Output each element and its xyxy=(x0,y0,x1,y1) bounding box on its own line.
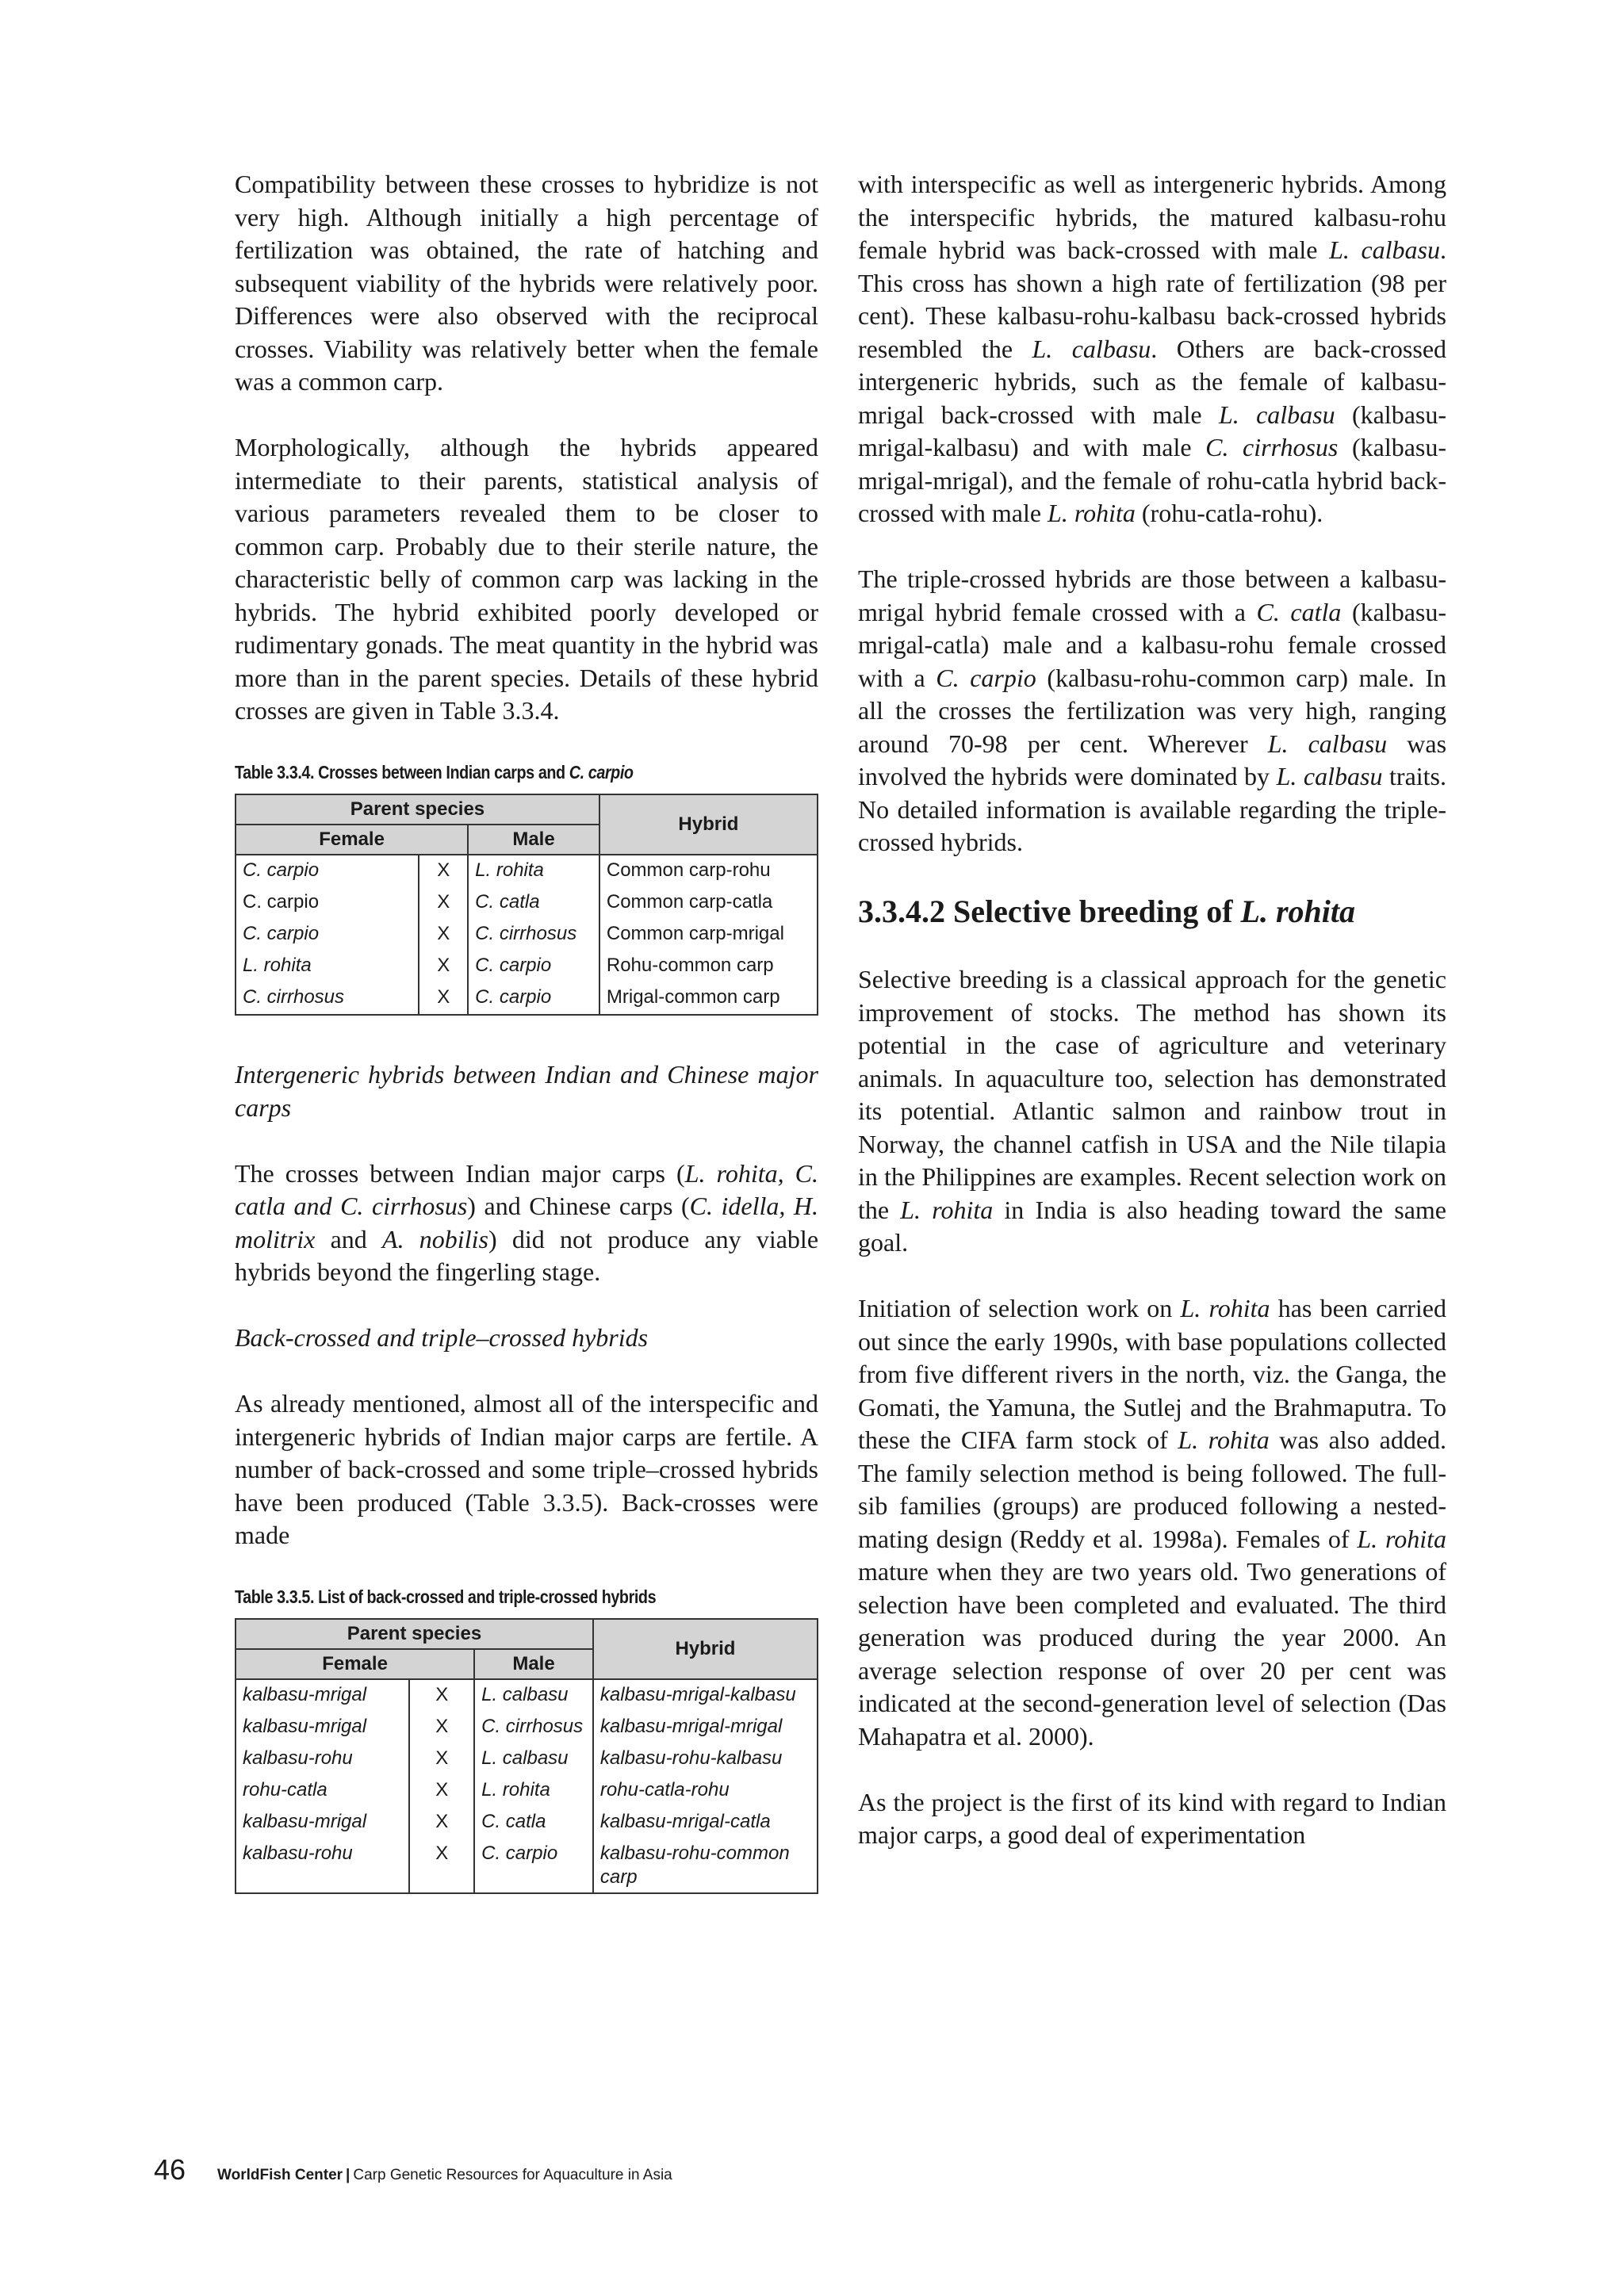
female-cell: rohu-catla xyxy=(236,1775,409,1807)
male-cell: L. rohita xyxy=(468,855,599,887)
column-header-female: Female xyxy=(236,1649,474,1679)
column-header-parent-species: Parent species xyxy=(236,794,599,825)
male-cell: C. catla xyxy=(468,887,599,919)
paragraph: with interspecific as well as intergeneric hybrids. Among the interspecific hybrids, the matured kalbasu-rohu female hybrid was back-crossed with male L. calbasu. This cross has shown a high rate of fertilization (98 per cent). These kalbasu-rohu-kalbasu back-crossed hybrids resembled the L. calbasu. Others are back-crossed intergeneric hybrids, such as the female of kalbasu-mrigal back-crossed with male L. calbasu (kalbasu-mrigal-kalbasu) and with male C. cirrhosus (kalbasu-mrigal-mrigal), and the female of rohu-catla hybrid back-crossed with male L. rohita (rohu-catla-rohu). xyxy=(858,170,1447,527)
paragraph: As already mentioned, almost all of the interspecific and intergeneric hybrids of Indian major carps are fertile. A number of back-crossed and some triple–crossed hybrids have been produced (Table 3.3.5). Back-crosses were made xyxy=(235,1389,818,1549)
cross-cell: X xyxy=(419,951,468,982)
table-row xyxy=(236,1712,818,1743)
page-number: 46 xyxy=(154,2153,186,2186)
column-header-hybrid: Hybrid xyxy=(593,1619,818,1679)
hybrid-cell: Common carp-catla xyxy=(599,887,818,919)
male-cell: C. carpio xyxy=(468,982,599,1015)
hybrid-cell: kalbasu-rohu-common carp xyxy=(593,1839,818,1893)
subheading: Intergeneric hybrids between Indian and Chinese major carps xyxy=(235,1060,818,1122)
footer-book-title: Carp Genetic Resources for Aquaculture in Asia xyxy=(353,2167,672,2183)
column-header-hybrid: Hybrid xyxy=(599,794,818,855)
table-row xyxy=(236,1839,818,1893)
paragraph: The triple-crossed hybrids are those between a kalbasu-mrigal hybrid female crossed with a C. catla (kalbasu-mrigal-catla) male and a kalbasu-rohu female crossed with a C. carpio (kalbasu-rohu-common carp) male. In all the crosses the fertilization was very high, ranging around 70-98 per cent. Wherever L. calbasu was involved the hybrids were dominated by L. calbasu traits. No detailed information is available regarding the triple-crossed hybrids. xyxy=(858,564,1447,856)
right-column xyxy=(858,168,1446,1852)
paragraph: Initiation of selection work on L. rohita has been carried out since the early 1990s, with base populations collected from five different rivers in the north, viz. the Ganga, the Gomati, the Yamuna, the Sutlej and the Brahmaputra. To these the CIFA farm stock of L. rohita was also added. The family selection method is being followed. The full-sib families (groups) are produced following a nested-mating design (Reddy et al. 1998a). Females of L. rohita mature when they are two years old. Two generations of selection have been completed and evaluated. The third generation was produced during the year 2000. An average selection response of over 20 per cent was indicated at the second-generation level of selection (Das Mahapatra et al. 2000). xyxy=(858,1294,1447,1751)
table-row xyxy=(236,919,818,951)
table-caption: Table 3.3.5. List of back-crossed and triple-crossed hybrids xyxy=(235,1586,657,1607)
male-cell: C. cirrhosus xyxy=(474,1712,593,1743)
table-row xyxy=(236,1775,818,1807)
table-row xyxy=(236,951,818,982)
hybrid-cell: Common carp-mrigal xyxy=(599,919,818,951)
table-caption: Table 3.3.4. Crosses between Indian carps and C. carpio xyxy=(235,762,634,783)
male-cell: L. calbasu xyxy=(474,1679,593,1712)
female-cell: kalbasu-mrigal xyxy=(236,1679,409,1712)
hybrid-cell: Rohu-common carp xyxy=(599,951,818,982)
column-header-male: Male xyxy=(468,825,599,855)
female-cell: C. carpio xyxy=(236,919,419,951)
page-footer xyxy=(154,2153,672,2201)
hybrid-cell: Mrigal-common carp xyxy=(599,982,818,1015)
footer-publisher: WorldFish Center xyxy=(217,2167,343,2183)
paragraph: As the project is the first of its kind with regard to Indian major carps, a good deal of experimentation xyxy=(858,1787,1446,1849)
cross-cell: X xyxy=(419,919,468,951)
table-row xyxy=(236,887,818,919)
hybrid-cell: rohu-catla-rohu xyxy=(593,1775,818,1807)
hybrid-cell: kalbasu-mrigal-mrigal xyxy=(593,1712,818,1743)
hybrid-crosses-table xyxy=(235,794,818,1016)
subheading: Back-crossed and triple–crossed hybrids xyxy=(235,1323,649,1352)
cross-cell: X xyxy=(419,855,468,887)
female-cell: L. rohita xyxy=(236,951,419,982)
section-title: 3.3.4.2 Selective breeding of L. rohita xyxy=(858,894,1356,929)
female-cell: kalbasu-mrigal xyxy=(236,1807,409,1839)
cross-cell: X xyxy=(409,1775,474,1807)
hybrid-cell: kalbasu-rohu-kalbasu xyxy=(593,1743,818,1775)
table-row xyxy=(236,1807,818,1839)
cross-cell: X xyxy=(409,1712,474,1743)
male-cell: L. rohita xyxy=(474,1775,593,1807)
table-row xyxy=(236,855,818,887)
column-header-parent-species: Parent species xyxy=(236,1619,593,1649)
footer-separator: | xyxy=(346,2167,350,2183)
female-cell: kalbasu-rohu xyxy=(236,1743,409,1775)
male-cell: L. calbasu xyxy=(474,1743,593,1775)
cross-cell: X xyxy=(409,1807,474,1839)
column-header-male: Male xyxy=(474,1649,593,1679)
paragraph: Compatibility between these crosses to hybridize is not very high. Although initially a high percentage of fertilization was obtained, the rate of hatching and subsequent viability of the hybrids were relatively poor. Differences were also observed with the reciprocal crosses. Viability was relatively better when the female was a common carp. xyxy=(235,170,818,396)
table-row xyxy=(236,982,818,1015)
female-cell: C. cirrhosus xyxy=(236,982,419,1015)
female-cell: C. carpio xyxy=(236,855,419,887)
table-row xyxy=(236,1679,818,1712)
female-cell: kalbasu-mrigal xyxy=(236,1712,409,1743)
cross-cell: X xyxy=(419,982,468,1015)
male-cell: C. carpio xyxy=(474,1839,593,1893)
cross-cell: X xyxy=(409,1839,474,1893)
paragraph: Selective breeding is a classical approach for the genetic improvement of stocks. The method has shown its potential in the case of agriculture and veterinary animals. In aquaculture too, selection has demonstrated its potential. Atlantic salmon and rainbow trout in Norway, the channel catfish in USA and the Nile tilapia in the Philippines are examples. Recent selection work on the L. rohita in India is also heading toward the same goal. xyxy=(858,965,1447,1257)
cross-cell: X xyxy=(409,1743,474,1775)
paragraph: The crosses between Indian major carps (L. rohita, C. catla and C. cirrhosus) and Chinese carps (C. idella, H. molitrix and A. nobilis) did not produce any viable hybrids beyond the fingerling stage. xyxy=(235,1158,819,1286)
paragraph: Morphologically, although the hybrids appeared intermediate to their parents, statistical analysis of various parameters revealed them to be closer to common carp. Probably due to their sterile nature, the characteristic belly of common carp was lacking in the hybrids. The hybrid exhibited poorly developed or rudimentary gonads. The meat quantity in the hybrid was more than in the parent species. Details of these hybrid crosses are given in Table 3.3.4. xyxy=(235,433,818,725)
male-cell: C. catla xyxy=(474,1807,593,1839)
female-cell: C. carpio xyxy=(236,887,419,919)
female-cell: kalbasu-rohu xyxy=(236,1839,409,1893)
hybrid-cell: kalbasu-mrigal-catla xyxy=(593,1807,818,1839)
cross-cell: X xyxy=(409,1679,474,1712)
male-cell: C. carpio xyxy=(468,951,599,982)
cross-cell: X xyxy=(419,887,468,919)
back-crossed-hybrids-table xyxy=(235,1618,818,1894)
hybrid-cell: Common carp-rohu xyxy=(599,855,818,887)
column-header-female: Female xyxy=(236,825,468,855)
left-column xyxy=(235,168,818,1937)
male-cell: C. cirrhosus xyxy=(468,919,599,951)
hybrid-cell: kalbasu-mrigal-kalbasu xyxy=(593,1679,818,1712)
table-row xyxy=(236,1743,818,1775)
